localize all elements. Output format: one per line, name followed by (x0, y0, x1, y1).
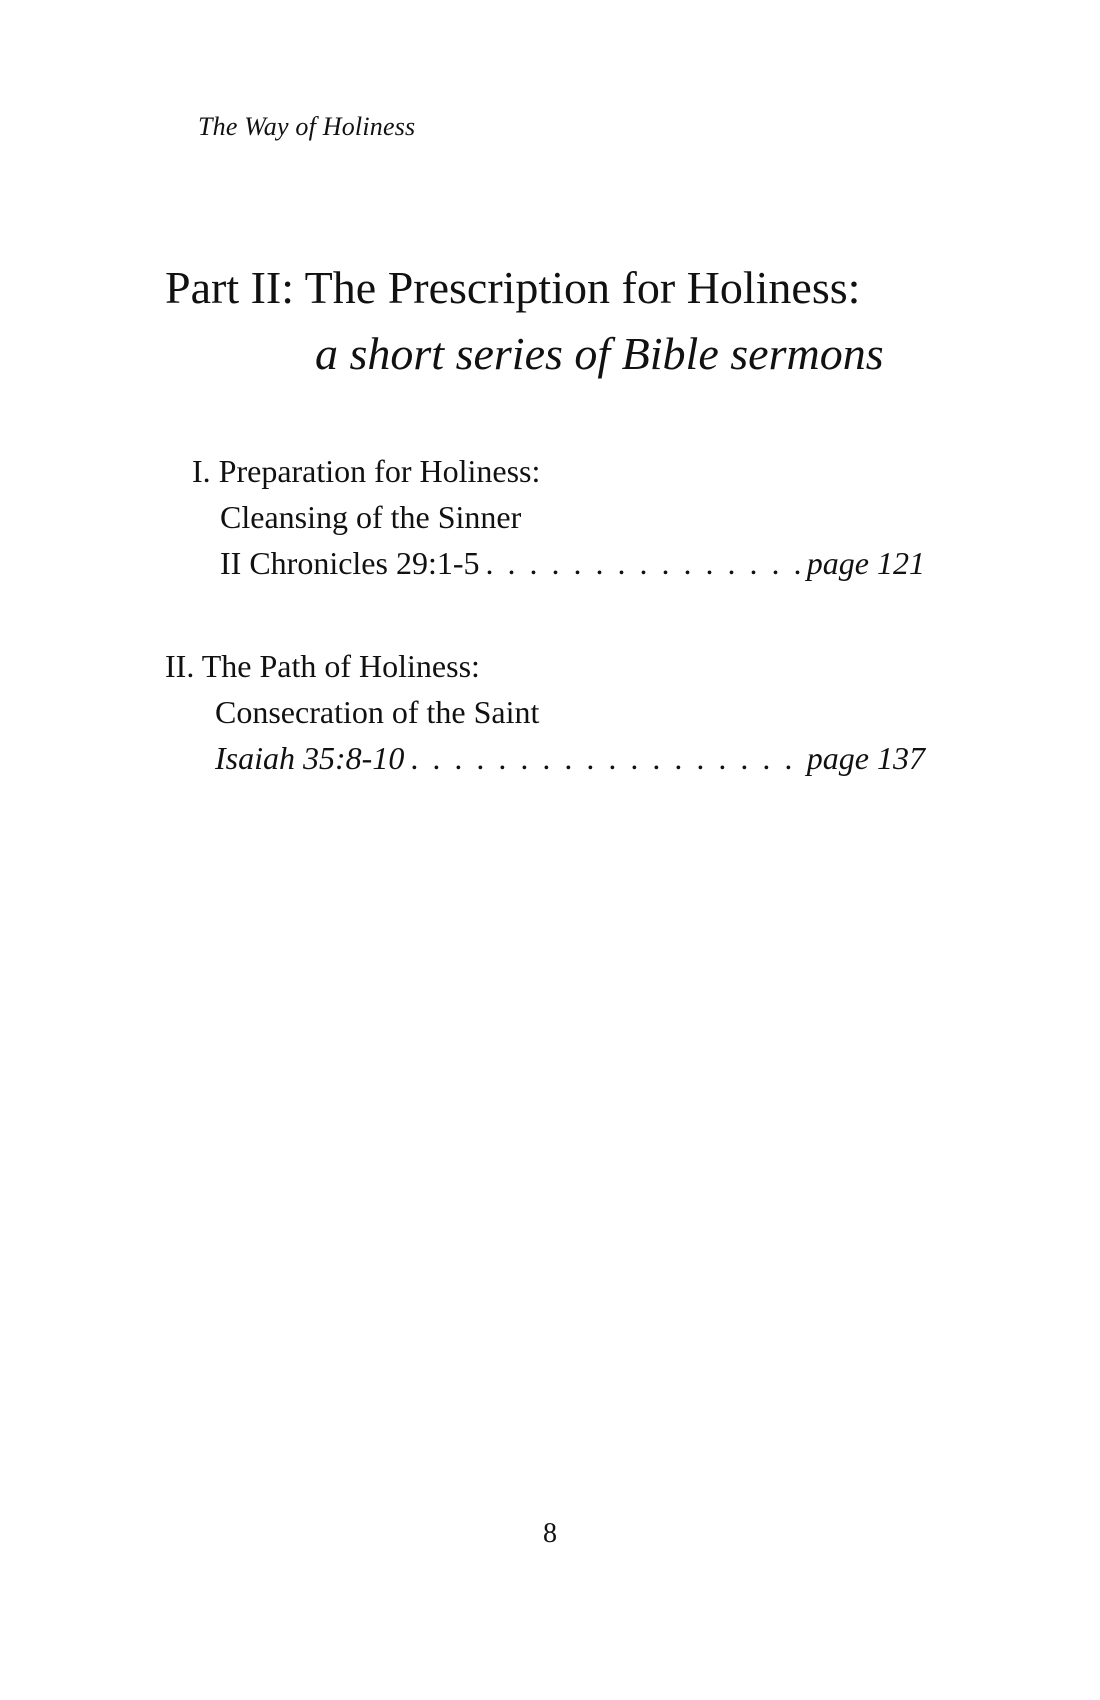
part-title-line-2: a short series of Bible sermons (315, 328, 884, 379)
toc-entry-subtitle: Consecration of the Saint (215, 694, 540, 730)
toc-entry-subtitle: Cleansing of the Sinner (220, 499, 522, 535)
toc-entry-1 (192, 448, 925, 586)
toc-entry-scripture: II Chronicles 29:1-5 (220, 545, 480, 581)
running-header: The Way of Holiness (198, 112, 416, 141)
part-title (165, 255, 1045, 387)
toc-entry-heading: I. Preparation for Holiness: (192, 453, 541, 489)
dot-leader (410, 735, 800, 781)
toc-entry-reference-row (192, 540, 925, 586)
toc-entry-2 (165, 643, 925, 781)
toc-entry-reference-row (165, 735, 925, 781)
toc-entry-scripture: Isaiah 35:8-10 (215, 740, 405, 776)
dot-leader (486, 540, 801, 586)
part-title-line-1: Part II: The Prescription for Holiness: (165, 262, 861, 313)
toc-entry-page: page 137 (806, 740, 925, 776)
toc-entry-heading: II. The Path of Holiness: (165, 648, 480, 684)
toc-entry-page: page 121 (806, 545, 925, 581)
page-number: 8 (543, 1518, 557, 1549)
